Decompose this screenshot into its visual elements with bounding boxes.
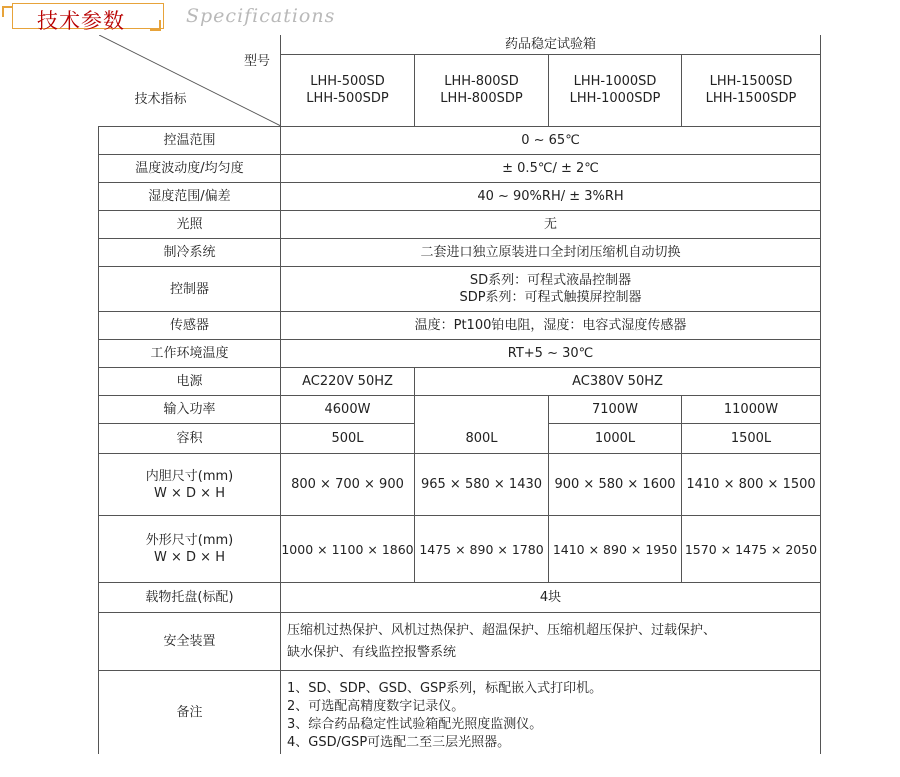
row-value: 4块: [281, 583, 821, 613]
table-row: [99, 340, 821, 368]
table-row: [99, 267, 821, 312]
table-row: [99, 183, 821, 211]
table-row: [99, 239, 821, 267]
row-label: 传感器: [99, 312, 281, 340]
row-value: 二套进口独立原装进口全封闭压缩机自动切换: [281, 239, 821, 267]
controller-sdp: SDP系列：可程式触摸屏控制器: [459, 290, 642, 305]
row-value: RT+5 ~ 30℃: [281, 340, 821, 368]
row-value: 1000L: [549, 424, 682, 454]
row-value: 800L: [415, 424, 549, 454]
row-label: 温度波动度/均匀度: [99, 155, 281, 183]
row-value: 温度：Pt100铂电阻，湿度：电容式湿度传感器: [281, 312, 821, 340]
table-header-row: [99, 35, 821, 54]
row-label: 备注: [99, 671, 281, 754]
model-cell: [682, 54, 821, 126]
model-name: LHH-1000SDP: [569, 91, 661, 107]
model-cell: [549, 54, 682, 126]
row-value: 7100W: [549, 396, 682, 424]
row-value: 1570 × 1475 × 2050: [682, 516, 821, 583]
model-cell: [415, 54, 549, 126]
row-label: 制冷系统: [99, 239, 281, 267]
row-label: 安全装置: [99, 613, 281, 671]
row-value: [415, 396, 549, 424]
row-label: 光照: [99, 211, 281, 239]
model-cell: [281, 54, 415, 126]
table-row: [99, 454, 821, 516]
controller-sd: SD系列：可程式液晶控制器: [469, 273, 632, 288]
row-label: 容积: [99, 424, 281, 454]
row-value: 1000 × 1100 × 1860: [281, 516, 415, 583]
row-value: [281, 613, 821, 671]
row-value: ± 0.5℃/ ± 2℃: [281, 155, 821, 183]
section-header: [0, 0, 900, 34]
row-value: [281, 267, 821, 312]
diagonal-line: [99, 35, 281, 126]
metric-label: 技术指标: [134, 92, 187, 107]
table-row: [99, 127, 821, 155]
corner-ornament-icon: [150, 20, 161, 31]
row-value: AC380V 50HZ: [415, 368, 821, 396]
note-item: 4、GSD/GSP可选配二至三层光照器。: [287, 734, 511, 750]
inner-dimension-label: 内胆尺寸(mm): [145, 468, 234, 484]
spec-table: [98, 35, 821, 754]
outer-dimension-label: 外形尺寸(mm): [145, 533, 234, 548]
row-value: 900 × 580 × 1600: [549, 454, 682, 516]
row-label: 载物托盘(标配): [99, 583, 281, 613]
table-row: [99, 155, 821, 183]
dimension-unit-label: W × D × H: [154, 550, 225, 565]
dimension-unit-label: W × D × H: [154, 485, 225, 501]
row-value: [281, 671, 821, 754]
model-label: 型号: [243, 54, 270, 69]
row-value: 无: [281, 211, 821, 239]
model-name: LHH-1000SD: [573, 74, 657, 90]
table-row: [99, 613, 821, 671]
row-value: 1410 × 890 × 1950: [549, 516, 682, 583]
diagonal-header-cell: [99, 35, 281, 127]
table-row: [99, 516, 821, 583]
model-name: LHH-500SDP: [306, 91, 389, 107]
row-value: 1475 × 890 × 1780: [415, 516, 549, 583]
row-value: 800 × 700 × 900: [281, 454, 415, 516]
table-row: [99, 211, 821, 239]
row-value: 0 ~ 65℃: [281, 127, 821, 155]
model-name: LHH-1500SDP: [705, 91, 797, 107]
model-name: LHH-800SD: [444, 74, 519, 90]
table-row: [99, 312, 821, 340]
section-title-tag: [12, 3, 164, 33]
model-name: LHH-500SD: [310, 74, 385, 90]
table-row: [99, 671, 821, 754]
row-label: 湿度范围/偏差: [99, 183, 281, 211]
note-item: 3、综合药品稳定性试验箱配光照度监测仪。: [287, 716, 543, 732]
model-name: LHH-1500SD: [709, 74, 793, 90]
safety-line: 压缩机过热保护、风机过热保护、超温保护、压缩机超压保护、过载保护、: [287, 622, 717, 638]
row-label: 电源: [99, 368, 281, 396]
row-label: 控制器: [99, 267, 281, 312]
product-name: 药品稳定试验箱: [281, 35, 821, 54]
row-label: [99, 454, 281, 516]
row-value: 965 × 580 × 1430: [415, 454, 549, 516]
row-value: 1410 × 800 × 1500: [682, 454, 821, 516]
row-value: AC220V 50HZ: [281, 368, 415, 396]
row-value: 500L: [281, 424, 415, 454]
table-row: [99, 424, 821, 454]
note-item: 2、可选配高精度数字记录仪。: [287, 698, 465, 714]
table-row: [99, 368, 821, 396]
row-value: 1500L: [682, 424, 821, 454]
row-value: 11000W: [682, 396, 821, 424]
row-label: [99, 516, 281, 583]
row-value: 4600W: [281, 396, 415, 424]
model-name: LHH-800SDP: [440, 91, 523, 107]
row-label: 控温范围: [99, 127, 281, 155]
table-row: [99, 396, 821, 424]
row-value: 40 ~ 90%RH/ ± 3%RH: [281, 183, 821, 211]
section-subtitle: Specifications: [186, 5, 336, 27]
safety-line: 缺水保护、有线监控报警系统: [287, 644, 457, 660]
note-item: 1、SD、SDP、GSD、GSP系列，标配嵌入式打印机。: [287, 680, 603, 696]
row-label: 输入功率: [99, 396, 281, 424]
section-title: 技术参数: [37, 9, 125, 33]
table-row: [99, 583, 821, 613]
row-label: 工作环境温度: [99, 340, 281, 368]
